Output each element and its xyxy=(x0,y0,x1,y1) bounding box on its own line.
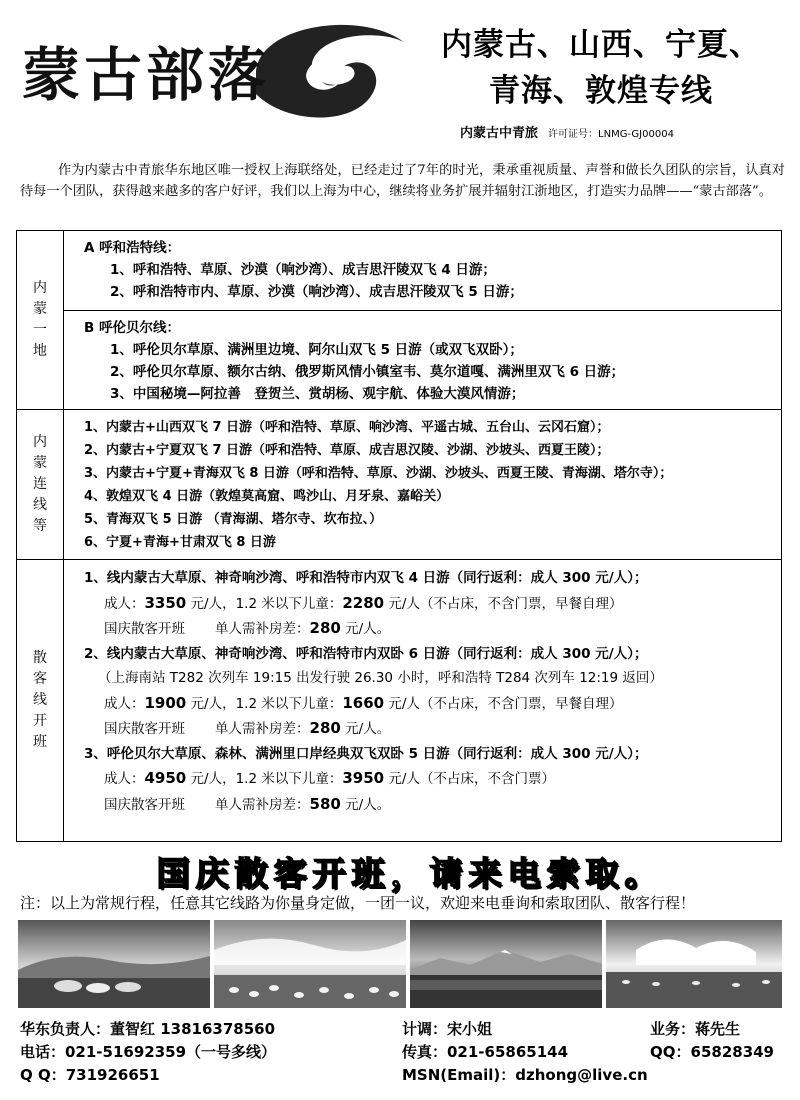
label-char: 地 xyxy=(33,343,47,359)
section-combo-content xyxy=(64,410,782,560)
room-label: 单人需补房差： xyxy=(215,721,310,737)
unit: 元/人。 xyxy=(340,721,391,737)
label-char: 内 xyxy=(33,434,47,450)
contact-column-1 xyxy=(20,1018,276,1087)
route-item: 1、呼伦贝尔草原、满洲里边境、阿尔山双飞 5 日游（或双飞双卧）； xyxy=(110,342,523,358)
open-label: 国庆散客开班 xyxy=(104,621,185,637)
tour-2-prices xyxy=(84,691,781,717)
tour-3-room xyxy=(84,792,781,818)
section-label-group-tours xyxy=(17,560,64,842)
label-char: 蒙 xyxy=(33,455,47,471)
room-price: 280 xyxy=(309,719,341,737)
tour-2-train: （上海南站 T282 次列车 19:15 出发行驶 26.30 小时，呼和浩特 T284 次列车 12:19 返回） xyxy=(98,670,663,686)
label-char: 客 xyxy=(33,671,47,687)
section-a-row xyxy=(17,231,782,311)
section-label-inner-mongolia xyxy=(17,231,64,410)
price-note: 元/人（不占床，不含门票，早餐自理） xyxy=(384,595,623,612)
photo-sheep xyxy=(214,920,406,1008)
manager-contact: 华东负责人：董智红 13816378560 xyxy=(20,1020,276,1038)
open-label: 国庆散客开班 xyxy=(104,721,185,737)
phone-contact: 电话：021-51692359（一号多线） xyxy=(20,1043,277,1061)
room-price: 580 xyxy=(309,794,341,813)
license-number: 许可证号：LNMG-GJ00004 xyxy=(548,129,674,140)
logo-text: 蒙古部落 xyxy=(22,41,271,109)
agency-name: 内蒙古中青旅 xyxy=(460,126,539,141)
route-item: 5、青海双飞 5 日游 （青海湖、塔尔寺、坎布拉、） xyxy=(84,512,383,527)
section-b-row xyxy=(17,311,782,410)
contact-column-3 xyxy=(650,1018,774,1064)
page-title xyxy=(405,22,797,114)
price-note: 元/人（不占床，不含门票） xyxy=(384,771,555,787)
room-label: 单人需补房差： xyxy=(215,796,310,813)
child-price: 3950 xyxy=(342,769,385,787)
adult-label: 成人： xyxy=(104,695,145,712)
tour-2-title: 2、线内蒙古大草原、神奇响沙湾、呼和浩特市内双卧 6 日游（同行返利：成人 300 元/人）； xyxy=(84,645,648,662)
tour-1-title: 1、线内蒙古大草原、神奇响沙湾、呼和浩特市内双飞 4 日游（同行返利：成人 300 元/人）； xyxy=(84,570,648,586)
adult-price: 1900 xyxy=(144,693,187,712)
section-group-row xyxy=(17,560,782,842)
unit: 元/人。 xyxy=(340,621,391,637)
route-b-title: B 呼伦贝尔线： xyxy=(84,320,180,336)
qq-contact: Q Q：731926651 xyxy=(20,1066,160,1084)
tour-2-room xyxy=(84,716,781,742)
route-item: 3、内蒙古+宁夏+青海双飞 8 日游（呼和浩特、草原、沙湖、沙坡头、西夏王陵、青海湖、塔尔寺）； xyxy=(84,466,673,481)
route-item: 1、呼和浩特、草原、沙漠（响沙湾）、成吉思汗陵双飞 4 日游； xyxy=(110,262,496,278)
title-line-2: 青海、敦煌专线 xyxy=(489,73,713,109)
label-char: 内 xyxy=(33,280,47,296)
adult-price: 4950 xyxy=(144,769,187,787)
unit: 元/人。 xyxy=(340,796,391,813)
child-price: 2280 xyxy=(342,593,385,612)
route-item: 2、内蒙古+宁夏双飞 7 日游（呼和浩特、草原、成吉思汉陵、沙湖、沙坡头、西夏王陵）； xyxy=(84,443,610,458)
intro-paragraph: 作为内蒙古中青旅华东地区唯一授权上海联络处，已经走过了7年的时光，秉承重视质量、声誉和做长久团队的宗旨，认真对待每一个团队，获得越来越多的客户好评，我们以上海为中心，继续将业务扩展并辐射江浙地区，打造实力品牌——“蒙古部落”。 xyxy=(20,163,785,199)
route-item: 6、宁夏+青海+甘肃双飞 8 日游 xyxy=(84,535,276,550)
operator-contact: 计调：宋小姐 xyxy=(402,1020,493,1038)
footnote: 注：以上为常规行程，任意其它线路为你量身定做，一团一议，欢迎来电垂询和索取团队、散客行程！ xyxy=(20,894,696,912)
contact-column-2 xyxy=(402,1018,648,1087)
promo-banner: 国庆散客开班，请来电索取。 xyxy=(156,854,664,893)
photo-grassland-herd xyxy=(606,920,782,1008)
photo-yurts xyxy=(18,920,210,1008)
section-combo-row xyxy=(17,410,782,560)
photo-lake-mountains xyxy=(410,920,602,1008)
agency-line xyxy=(460,122,674,141)
section-label-combo xyxy=(17,410,64,560)
brand-logo xyxy=(18,14,408,134)
label-char: 散 xyxy=(33,650,47,666)
qq2-contact: QQ：65828349 xyxy=(650,1043,774,1061)
child-label: 元/人，1.2 米以下儿童： xyxy=(186,595,343,612)
child-label: 元/人，1.2 米以下儿童： xyxy=(186,695,343,712)
business-contact: 业务：蒋先生 xyxy=(650,1020,741,1038)
label-char: 班 xyxy=(33,734,47,750)
adult-label: 成人： xyxy=(104,595,145,612)
route-a-title: A 呼和浩特线： xyxy=(84,240,181,256)
tour-1-prices xyxy=(84,591,781,617)
label-char: 连 xyxy=(33,476,47,492)
label-char: 开 xyxy=(33,713,47,729)
child-price: 1660 xyxy=(342,693,385,712)
section-a-content xyxy=(64,231,782,311)
room-label: 单人需补房差： xyxy=(215,621,310,637)
label-char: 等 xyxy=(33,518,47,534)
routes-table xyxy=(16,230,782,842)
room-price: 280 xyxy=(309,619,341,637)
tour-1-room xyxy=(84,616,781,642)
open-label: 国庆散客开班 xyxy=(104,796,185,813)
section-group-content xyxy=(64,560,782,842)
route-item: 4、敦煌双飞 4 日游（敦煌莫高窟、鸣沙山、月牙泉、嘉峪关） xyxy=(84,489,450,504)
child-label: 元/人，1.2 米以下儿童： xyxy=(186,771,343,787)
label-char: 线 xyxy=(33,692,47,708)
msn-contact: MSN(Email)：dzhong@live.cn xyxy=(402,1066,648,1084)
label-char: 一 xyxy=(33,322,47,338)
section-b-content xyxy=(64,311,782,410)
title-line-1: 内蒙古、山西、宁夏、 xyxy=(441,27,761,63)
label-char: 线 xyxy=(33,497,47,513)
route-item: 3、中国秘境—阿拉善 登贺兰、赏胡杨、观宇航、体验大漠风情游； xyxy=(110,386,525,402)
route-item: 1、内蒙古+山西双飞 7 日游（呼和浩特、草原、响沙湾、平遥古城、五台山、云冈石窟）； xyxy=(84,420,610,435)
route-item: 2、呼和浩特市内、草原、沙漠（响沙湾）、成吉思汗陵双飞 5 日游； xyxy=(110,284,523,300)
adult-price: 3350 xyxy=(144,593,187,612)
tour-3-prices xyxy=(84,766,781,792)
swirl-logo-graphic xyxy=(246,14,416,134)
fax-contact: 传真：021-65865144 xyxy=(402,1043,569,1061)
adult-label: 成人： xyxy=(104,771,145,787)
tour-3-title: 3、呼伦贝尔大草原、森林、满洲里口岸经典双飞双卧 5 日游（同行返利：成人 300 元/人）； xyxy=(84,745,648,762)
price-note: 元/人（不占床，不含门票，早餐自理） xyxy=(384,695,623,712)
route-item: 2、呼伦贝尔草原、额尔古纳、俄罗斯风情小镇室韦、莫尔道嘎、满洲里双飞 6 日游； xyxy=(110,364,625,380)
header xyxy=(0,0,800,150)
label-char: 蒙 xyxy=(33,301,47,317)
